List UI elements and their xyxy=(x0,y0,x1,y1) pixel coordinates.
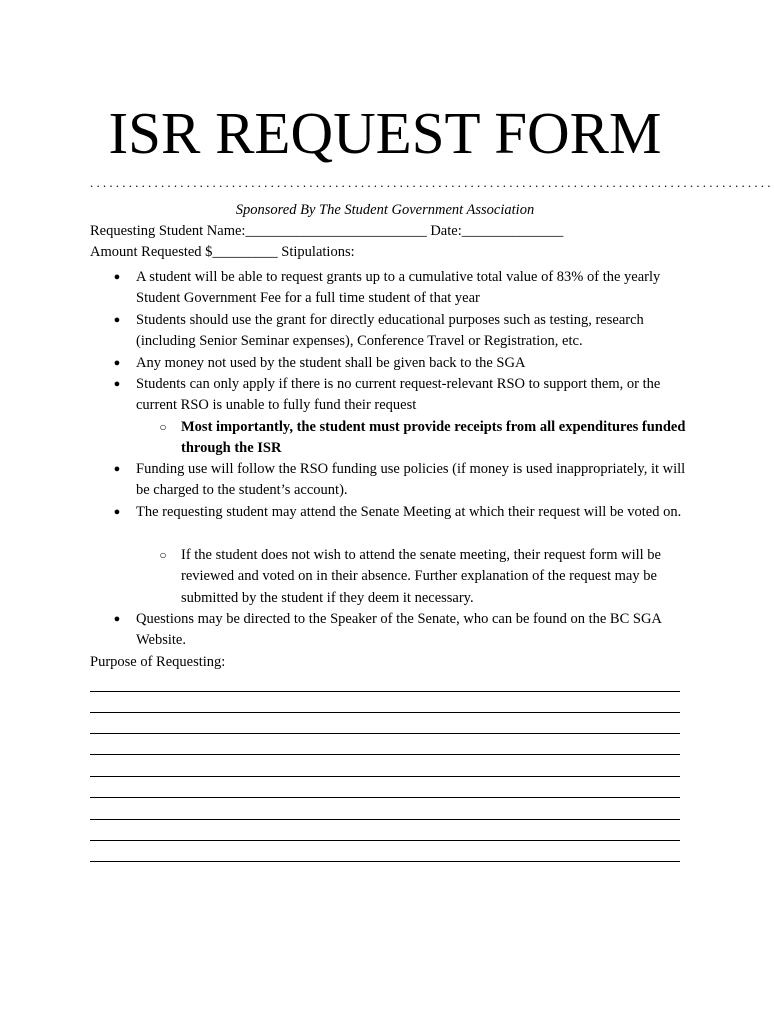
stipulation-item: Students should use the grant for directly educational purposes such as testing, research (including Senior Seminar expenses), Conference Travel or Registration, etc. xyxy=(136,312,644,350)
sub-stipulation-item: Most importantly, the student must provide receipts from all expenditures funded through the ISR xyxy=(181,419,686,457)
bullet-icon: ● xyxy=(113,271,121,283)
purpose-write-line[interactable] xyxy=(90,861,680,862)
stipulation-item: Funding use will follow the RSO funding use policies (if money is used inappropriately, it will be charged to the student’s account). xyxy=(136,461,686,499)
sub-bullet-icon: ○ xyxy=(159,548,167,562)
amount-stipulations-line: Amount Requested $_________ Stipulations: xyxy=(90,244,355,260)
purpose-write-line[interactable] xyxy=(90,733,680,734)
purpose-write-line[interactable] xyxy=(90,691,680,692)
bullet-icon: ● xyxy=(113,506,121,518)
purpose-write-line[interactable] xyxy=(90,754,680,755)
purpose-write-line[interactable] xyxy=(90,819,680,820)
purpose-write-line[interactable] xyxy=(90,840,680,841)
sponsor-line: Sponsored By The Student Government Association xyxy=(235,202,535,218)
sub-bullet-icon: ○ xyxy=(159,420,167,434)
bullet-icon: ● xyxy=(113,314,121,326)
bullet-icon: ● xyxy=(113,613,121,625)
bullet-icon: ● xyxy=(113,357,121,369)
stipulation-item: The requesting student may attend the Senate Meeting at which their request will be voted on. xyxy=(136,504,682,520)
form-title: ISR REQUEST FORM xyxy=(108,100,662,166)
dotted-divider: .......................................................................................................... xyxy=(90,175,774,190)
purpose-write-line[interactable] xyxy=(90,776,680,777)
purpose-write-line[interactable] xyxy=(90,797,680,798)
bullet-icon: ● xyxy=(113,378,121,390)
stipulation-item: Questions may be directed to the Speaker of the Senate, who can be found on the BC SGA Website. xyxy=(136,611,662,649)
bullet-icon: ● xyxy=(113,463,121,475)
stipulation-item: Any money not used by the student shall be given back to the SGA xyxy=(136,355,526,371)
purpose-label: Purpose of Requesting: xyxy=(90,654,226,670)
stipulation-item: Students can only apply if there is no current request-relevant RSO to support them, or the current RSO is unable to fully fund their request xyxy=(136,376,661,414)
sub-stipulation-item: If the student does not wish to attend the senate meeting, their request form will be reviewed and voted on in their absence. Further explanation of the request may be submitted by the student if they deem it necessary. xyxy=(181,547,661,606)
student-name-date-line: Requesting Student Name:_________________________ Date:______________ xyxy=(90,223,564,239)
purpose-write-line[interactable] xyxy=(90,712,680,713)
stipulation-item: A student will be able to request grants up to a cumulative total value of 83% of the yearly Student Government Fee for a full time student of that year xyxy=(136,269,661,307)
